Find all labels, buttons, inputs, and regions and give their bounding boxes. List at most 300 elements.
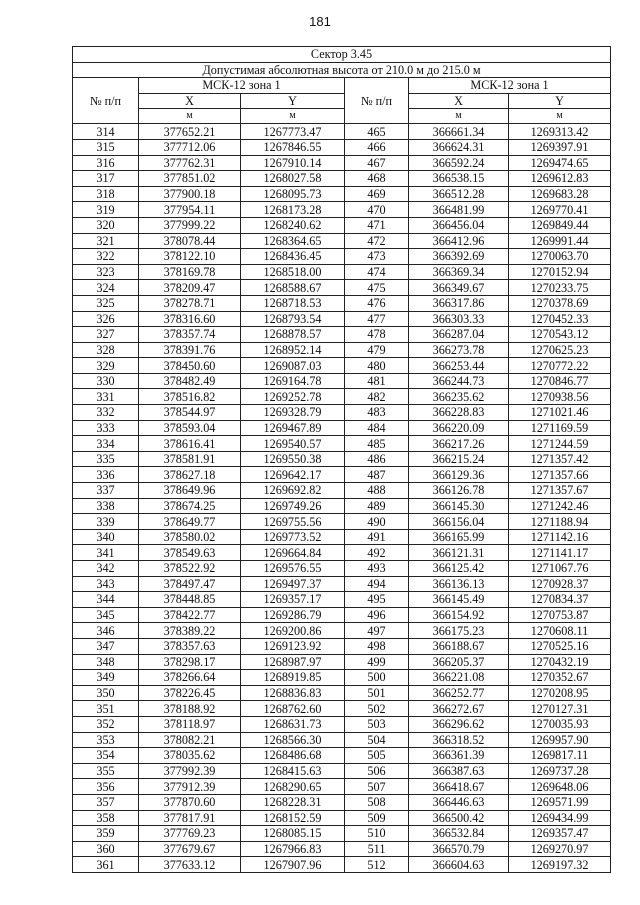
y-value-left: 1269755.56 bbox=[241, 514, 345, 530]
point-number-right: 491 bbox=[345, 529, 409, 545]
y-value-left: 1267773.47 bbox=[241, 124, 345, 140]
point-number-right: 469 bbox=[345, 186, 409, 202]
y-value-right: 1271188.94 bbox=[509, 514, 611, 530]
x-value-left: 377999.22 bbox=[139, 217, 241, 233]
x-value-left: 378450.60 bbox=[139, 358, 241, 374]
table-row bbox=[73, 576, 611, 592]
point-number-right: 511 bbox=[345, 841, 409, 857]
x-value-left: 378035.62 bbox=[139, 748, 241, 764]
x-value-left: 378357.63 bbox=[139, 638, 241, 654]
point-number-right: 495 bbox=[345, 592, 409, 608]
x-value-right: 366228.83 bbox=[409, 405, 509, 421]
point-number-right: 504 bbox=[345, 732, 409, 748]
point-number-right: 508 bbox=[345, 794, 409, 810]
point-number-left: 353 bbox=[73, 732, 139, 748]
y-value-right: 1269648.06 bbox=[509, 779, 611, 795]
x-value-left: 377817.91 bbox=[139, 810, 241, 826]
unit-x-left: м bbox=[139, 109, 241, 124]
y-value-left: 1268290.65 bbox=[241, 779, 345, 795]
unit-y-right: м bbox=[509, 109, 611, 124]
point-number-left: 323 bbox=[73, 264, 139, 280]
y-value-left: 1269664.84 bbox=[241, 545, 345, 561]
point-number-left: 335 bbox=[73, 451, 139, 467]
point-number-left: 333 bbox=[73, 420, 139, 436]
table-row bbox=[73, 732, 611, 748]
point-number-right: 476 bbox=[345, 295, 409, 311]
x-value-left: 378122.10 bbox=[139, 249, 241, 265]
y-value-right: 1271357.42 bbox=[509, 451, 611, 467]
y-value-left: 1268364.65 bbox=[241, 233, 345, 249]
table-row bbox=[73, 748, 611, 764]
table-row bbox=[73, 498, 611, 514]
y-value-right: 1270208.95 bbox=[509, 685, 611, 701]
point-number-left: 319 bbox=[73, 202, 139, 218]
y-value-left: 1269576.55 bbox=[241, 561, 345, 577]
y-value-right: 1269737.28 bbox=[509, 763, 611, 779]
point-number-right: 493 bbox=[345, 561, 409, 577]
table-row bbox=[73, 186, 611, 202]
y-value-right: 1270834.37 bbox=[509, 592, 611, 608]
point-number-right: 505 bbox=[345, 748, 409, 764]
y-value-right: 1270543.12 bbox=[509, 327, 611, 343]
height-range: Допустимая абсолютная высота от 210.0 м до 215.0 м bbox=[73, 62, 611, 78]
table-row bbox=[73, 857, 611, 873]
point-number-right: 487 bbox=[345, 467, 409, 483]
x-value-left: 378357.74 bbox=[139, 327, 241, 343]
y-value-right: 1269991.44 bbox=[509, 233, 611, 249]
y-value-left: 1269540.57 bbox=[241, 436, 345, 452]
x-value-right: 366220.09 bbox=[409, 420, 509, 436]
point-number-left: 327 bbox=[73, 327, 139, 343]
x-value-left: 378674.25 bbox=[139, 498, 241, 514]
y-value-left: 1269642.17 bbox=[241, 467, 345, 483]
x-value-left: 378316.60 bbox=[139, 311, 241, 327]
x-header-left: X bbox=[139, 93, 241, 109]
point-number-right: 486 bbox=[345, 451, 409, 467]
y-value-right: 1269434.99 bbox=[509, 810, 611, 826]
y-value-left: 1267910.14 bbox=[241, 155, 345, 171]
y-value-right: 1271169.59 bbox=[509, 420, 611, 436]
x-value-right: 366349.67 bbox=[409, 280, 509, 296]
y-value-left: 1268836.83 bbox=[241, 685, 345, 701]
page-number: 181 bbox=[309, 14, 331, 29]
x-value-right: 366538.15 bbox=[409, 171, 509, 187]
x-value-right: 366446.63 bbox=[409, 794, 509, 810]
table-row bbox=[73, 217, 611, 233]
table-row bbox=[73, 685, 611, 701]
x-value-right: 366215.24 bbox=[409, 451, 509, 467]
x-value-right: 366661.34 bbox=[409, 124, 509, 140]
x-value-left: 378549.63 bbox=[139, 545, 241, 561]
table-row bbox=[73, 638, 611, 654]
y-value-right: 1271242.46 bbox=[509, 498, 611, 514]
x-value-left: 377712.06 bbox=[139, 139, 241, 155]
y-value-left: 1268415.63 bbox=[241, 763, 345, 779]
y-value-right: 1270152.94 bbox=[509, 264, 611, 280]
y-value-right: 1269683.28 bbox=[509, 186, 611, 202]
point-number-right: 507 bbox=[345, 779, 409, 795]
y-value-left: 1268631.73 bbox=[241, 716, 345, 732]
table-row bbox=[73, 514, 611, 530]
x-value-right: 366154.92 bbox=[409, 607, 509, 623]
x-value-right: 366273.78 bbox=[409, 342, 509, 358]
point-number-right: 509 bbox=[345, 810, 409, 826]
table-row bbox=[73, 389, 611, 405]
y-value-left: 1269164.78 bbox=[241, 373, 345, 389]
y-value-left: 1268085.15 bbox=[241, 826, 345, 842]
y-value-left: 1268952.14 bbox=[241, 342, 345, 358]
point-number-left: 351 bbox=[73, 701, 139, 717]
y-value-right: 1269357.47 bbox=[509, 826, 611, 842]
y-value-left: 1269357.17 bbox=[241, 592, 345, 608]
y-value-left: 1268919.85 bbox=[241, 670, 345, 686]
x-value-right: 366136.13 bbox=[409, 576, 509, 592]
x-value-left: 378188.92 bbox=[139, 701, 241, 717]
x-value-right: 366175.23 bbox=[409, 623, 509, 639]
y-value-right: 1269474.65 bbox=[509, 155, 611, 171]
y-value-left: 1269773.52 bbox=[241, 529, 345, 545]
x-value-right: 366317.86 bbox=[409, 295, 509, 311]
point-number-left: 343 bbox=[73, 576, 139, 592]
table-row bbox=[73, 249, 611, 265]
point-number-right: 472 bbox=[345, 233, 409, 249]
table-row bbox=[73, 716, 611, 732]
table-row bbox=[73, 607, 611, 623]
point-number-right: 470 bbox=[345, 202, 409, 218]
point-number-left: 347 bbox=[73, 638, 139, 654]
point-number-right: 499 bbox=[345, 654, 409, 670]
point-number-left: 320 bbox=[73, 217, 139, 233]
y-value-right: 1270035.93 bbox=[509, 716, 611, 732]
x-value-left: 378266.64 bbox=[139, 670, 241, 686]
x-value-left: 377870.60 bbox=[139, 794, 241, 810]
point-number-left: 329 bbox=[73, 358, 139, 374]
point-number-left: 359 bbox=[73, 826, 139, 842]
point-number-right: 471 bbox=[345, 217, 409, 233]
y-value-right: 1269197.32 bbox=[509, 857, 611, 873]
x-value-right: 366412.96 bbox=[409, 233, 509, 249]
x-value-right: 366125.42 bbox=[409, 561, 509, 577]
point-number-right: 474 bbox=[345, 264, 409, 280]
point-number-right: 478 bbox=[345, 327, 409, 343]
y-value-left: 1268588.67 bbox=[241, 280, 345, 296]
point-number-left: 318 bbox=[73, 186, 139, 202]
point-number-left: 349 bbox=[73, 670, 139, 686]
x-value-left: 378482.49 bbox=[139, 373, 241, 389]
point-number-left: 325 bbox=[73, 295, 139, 311]
y-value-right: 1270432.19 bbox=[509, 654, 611, 670]
table-row bbox=[73, 358, 611, 374]
table-row bbox=[73, 139, 611, 155]
x-value-right: 366361.39 bbox=[409, 748, 509, 764]
x-value-right: 366145.30 bbox=[409, 498, 509, 514]
y-value-left: 1268240.62 bbox=[241, 217, 345, 233]
y-value-right: 1271357.67 bbox=[509, 483, 611, 499]
unit-x-right: м bbox=[409, 109, 509, 124]
y-value-right: 1269313.42 bbox=[509, 124, 611, 140]
point-number-left: 352 bbox=[73, 716, 139, 732]
x-value-left: 377992.39 bbox=[139, 763, 241, 779]
x-value-right: 366392.69 bbox=[409, 249, 509, 265]
x-value-right: 366369.34 bbox=[409, 264, 509, 280]
x-value-left: 378391.76 bbox=[139, 342, 241, 358]
point-number-left: 324 bbox=[73, 280, 139, 296]
x-value-left: 378593.04 bbox=[139, 420, 241, 436]
point-number-right: 512 bbox=[345, 857, 409, 873]
x-value-right: 366129.36 bbox=[409, 467, 509, 483]
y-value-right: 1270938.56 bbox=[509, 389, 611, 405]
x-value-left: 378078.44 bbox=[139, 233, 241, 249]
zone-header-left: МСК-12 зона 1 bbox=[139, 78, 345, 94]
y-value-left: 1269087.03 bbox=[241, 358, 345, 374]
x-value-right: 366188.67 bbox=[409, 638, 509, 654]
y-value-right: 1270233.75 bbox=[509, 280, 611, 296]
y-header-left: Y bbox=[241, 93, 345, 109]
point-number-left: 321 bbox=[73, 233, 139, 249]
x-value-left: 378298.17 bbox=[139, 654, 241, 670]
x-value-right: 366252.77 bbox=[409, 685, 509, 701]
table-row bbox=[73, 654, 611, 670]
x-value-left: 378389.22 bbox=[139, 623, 241, 639]
y-value-left: 1269467.89 bbox=[241, 420, 345, 436]
y-value-right: 1271067.76 bbox=[509, 561, 611, 577]
y-value-left: 1269749.26 bbox=[241, 498, 345, 514]
y-value-right: 1270846.77 bbox=[509, 373, 611, 389]
x-value-left: 377652.21 bbox=[139, 124, 241, 140]
y-value-left: 1268793.54 bbox=[241, 311, 345, 327]
sector-title: Сектор 3.45 bbox=[73, 47, 611, 63]
x-value-left: 378422.77 bbox=[139, 607, 241, 623]
point-number-left: 334 bbox=[73, 436, 139, 452]
x-value-left: 377900.18 bbox=[139, 186, 241, 202]
x-value-left: 377954.11 bbox=[139, 202, 241, 218]
x-value-left: 378616.41 bbox=[139, 436, 241, 452]
table-row bbox=[73, 264, 611, 280]
point-number-left: 317 bbox=[73, 171, 139, 187]
y-value-right: 1271357.66 bbox=[509, 467, 611, 483]
y-value-left: 1268152.59 bbox=[241, 810, 345, 826]
y-value-right: 1270928.37 bbox=[509, 576, 611, 592]
point-number-right: 489 bbox=[345, 498, 409, 514]
y-value-right: 1271142.16 bbox=[509, 529, 611, 545]
x-value-right: 366253.44 bbox=[409, 358, 509, 374]
x-value-left: 378516.82 bbox=[139, 389, 241, 405]
x-value-left: 378522.92 bbox=[139, 561, 241, 577]
y-value-left: 1268518.00 bbox=[241, 264, 345, 280]
table-row bbox=[73, 420, 611, 436]
point-number-left: 338 bbox=[73, 498, 139, 514]
x-value-left: 377633.12 bbox=[139, 857, 241, 873]
x-value-right: 366418.67 bbox=[409, 779, 509, 795]
y-value-left: 1267966.83 bbox=[241, 841, 345, 857]
num-header-right: № п/п bbox=[345, 78, 409, 124]
x-value-right: 366221.08 bbox=[409, 670, 509, 686]
point-number-left: 337 bbox=[73, 483, 139, 499]
y-value-right: 1269571.99 bbox=[509, 794, 611, 810]
y-value-right: 1269770.41 bbox=[509, 202, 611, 218]
table-row bbox=[73, 155, 611, 171]
table-row bbox=[73, 405, 611, 421]
y-value-right: 1270608.11 bbox=[509, 623, 611, 639]
y-value-left: 1269550.38 bbox=[241, 451, 345, 467]
table-row bbox=[73, 311, 611, 327]
point-number-left: 330 bbox=[73, 373, 139, 389]
table-row bbox=[73, 342, 611, 358]
y-value-left: 1268566.30 bbox=[241, 732, 345, 748]
y-value-right: 1269270.97 bbox=[509, 841, 611, 857]
y-value-left: 1269692.82 bbox=[241, 483, 345, 499]
table-row bbox=[73, 467, 611, 483]
point-number-right: 510 bbox=[345, 826, 409, 842]
table-row bbox=[73, 592, 611, 608]
table-row bbox=[73, 779, 611, 795]
point-number-right: 496 bbox=[345, 607, 409, 623]
point-number-left: 357 bbox=[73, 794, 139, 810]
point-number-left: 340 bbox=[73, 529, 139, 545]
x-value-left: 378278.71 bbox=[139, 295, 241, 311]
x-value-left: 378627.18 bbox=[139, 467, 241, 483]
num-header-left: № п/п bbox=[73, 78, 139, 124]
table-row bbox=[73, 451, 611, 467]
table-row bbox=[73, 171, 611, 187]
y-header-right: Y bbox=[509, 93, 611, 109]
table-row bbox=[73, 373, 611, 389]
x-value-right: 366318.52 bbox=[409, 732, 509, 748]
point-number-left: 316 bbox=[73, 155, 139, 171]
table-row bbox=[73, 841, 611, 857]
point-number-left: 336 bbox=[73, 467, 139, 483]
x-value-right: 366604.63 bbox=[409, 857, 509, 873]
x-value-right: 366156.04 bbox=[409, 514, 509, 530]
x-value-left: 378544.97 bbox=[139, 405, 241, 421]
point-number-left: 356 bbox=[73, 779, 139, 795]
zone-header-right: МСК-12 зона 1 bbox=[409, 78, 611, 94]
point-number-right: 479 bbox=[345, 342, 409, 358]
x-value-left: 378082.21 bbox=[139, 732, 241, 748]
table-row bbox=[73, 701, 611, 717]
y-value-left: 1268436.45 bbox=[241, 249, 345, 265]
table-row bbox=[73, 561, 611, 577]
point-number-right: 473 bbox=[345, 249, 409, 265]
x-value-right: 366570.79 bbox=[409, 841, 509, 857]
unit-y-left: м bbox=[241, 109, 345, 124]
y-value-left: 1268228.31 bbox=[241, 794, 345, 810]
x-value-left: 377769.23 bbox=[139, 826, 241, 842]
point-number-right: 477 bbox=[345, 311, 409, 327]
point-number-left: 339 bbox=[73, 514, 139, 530]
table-row bbox=[73, 483, 611, 499]
table-row bbox=[73, 327, 611, 343]
x-value-left: 377851.02 bbox=[139, 171, 241, 187]
y-value-right: 1270772.22 bbox=[509, 358, 611, 374]
y-value-right: 1270525.16 bbox=[509, 638, 611, 654]
point-number-right: 466 bbox=[345, 139, 409, 155]
table-row bbox=[73, 124, 611, 140]
point-number-left: 328 bbox=[73, 342, 139, 358]
point-number-left: 314 bbox=[73, 124, 139, 140]
point-number-left: 344 bbox=[73, 592, 139, 608]
x-value-right: 366500.42 bbox=[409, 810, 509, 826]
y-value-left: 1269252.78 bbox=[241, 389, 345, 405]
x-value-left: 377679.67 bbox=[139, 841, 241, 857]
x-value-left: 378169.78 bbox=[139, 264, 241, 280]
table-row bbox=[73, 545, 611, 561]
point-number-right: 492 bbox=[345, 545, 409, 561]
x-header-right: X bbox=[409, 93, 509, 109]
y-value-left: 1269123.92 bbox=[241, 638, 345, 654]
y-value-left: 1268173.28 bbox=[241, 202, 345, 218]
y-value-right: 1269612.83 bbox=[509, 171, 611, 187]
table-row bbox=[73, 233, 611, 249]
x-value-left: 378209.47 bbox=[139, 280, 241, 296]
y-value-right: 1270127.31 bbox=[509, 701, 611, 717]
y-value-right: 1270378.69 bbox=[509, 295, 611, 311]
point-number-right: 475 bbox=[345, 280, 409, 296]
x-value-right: 366145.49 bbox=[409, 592, 509, 608]
x-value-right: 366456.04 bbox=[409, 217, 509, 233]
coordinates-table bbox=[72, 46, 611, 873]
y-value-left: 1268027.58 bbox=[241, 171, 345, 187]
point-number-left: 332 bbox=[73, 405, 139, 421]
y-value-right: 1270625.23 bbox=[509, 342, 611, 358]
table-row bbox=[73, 670, 611, 686]
x-value-right: 366217.26 bbox=[409, 436, 509, 452]
y-value-right: 1271141.17 bbox=[509, 545, 611, 561]
point-number-left: 326 bbox=[73, 311, 139, 327]
point-number-left: 358 bbox=[73, 810, 139, 826]
x-value-right: 366165.99 bbox=[409, 529, 509, 545]
point-number-left: 350 bbox=[73, 685, 139, 701]
point-number-right: 500 bbox=[345, 670, 409, 686]
x-value-right: 366121.31 bbox=[409, 545, 509, 561]
point-number-right: 481 bbox=[345, 373, 409, 389]
y-value-left: 1268718.53 bbox=[241, 295, 345, 311]
point-number-left: 342 bbox=[73, 561, 139, 577]
x-value-right: 366512.28 bbox=[409, 186, 509, 202]
point-number-right: 494 bbox=[345, 576, 409, 592]
table-row bbox=[73, 280, 611, 296]
y-value-left: 1268987.97 bbox=[241, 654, 345, 670]
x-value-right: 366592.24 bbox=[409, 155, 509, 171]
point-number-right: 465 bbox=[345, 124, 409, 140]
x-value-right: 366387.63 bbox=[409, 763, 509, 779]
point-number-right: 467 bbox=[345, 155, 409, 171]
y-value-left: 1269328.79 bbox=[241, 405, 345, 421]
point-number-right: 482 bbox=[345, 389, 409, 405]
point-number-right: 498 bbox=[345, 638, 409, 654]
x-value-right: 366235.62 bbox=[409, 389, 509, 405]
point-number-right: 485 bbox=[345, 436, 409, 452]
x-value-right: 366244.73 bbox=[409, 373, 509, 389]
table-row bbox=[73, 295, 611, 311]
point-number-right: 484 bbox=[345, 420, 409, 436]
point-number-left: 341 bbox=[73, 545, 139, 561]
point-number-right: 501 bbox=[345, 685, 409, 701]
x-value-right: 366287.04 bbox=[409, 327, 509, 343]
y-value-left: 1268762.60 bbox=[241, 701, 345, 717]
y-value-right: 1271021.46 bbox=[509, 405, 611, 421]
y-value-right: 1271244.59 bbox=[509, 436, 611, 452]
point-number-right: 497 bbox=[345, 623, 409, 639]
y-value-left: 1269286.79 bbox=[241, 607, 345, 623]
point-number-left: 345 bbox=[73, 607, 139, 623]
x-value-left: 378497.47 bbox=[139, 576, 241, 592]
x-value-left: 377762.31 bbox=[139, 155, 241, 171]
point-number-right: 488 bbox=[345, 483, 409, 499]
point-number-right: 483 bbox=[345, 405, 409, 421]
table-row bbox=[73, 794, 611, 810]
x-value-left: 377912.39 bbox=[139, 779, 241, 795]
